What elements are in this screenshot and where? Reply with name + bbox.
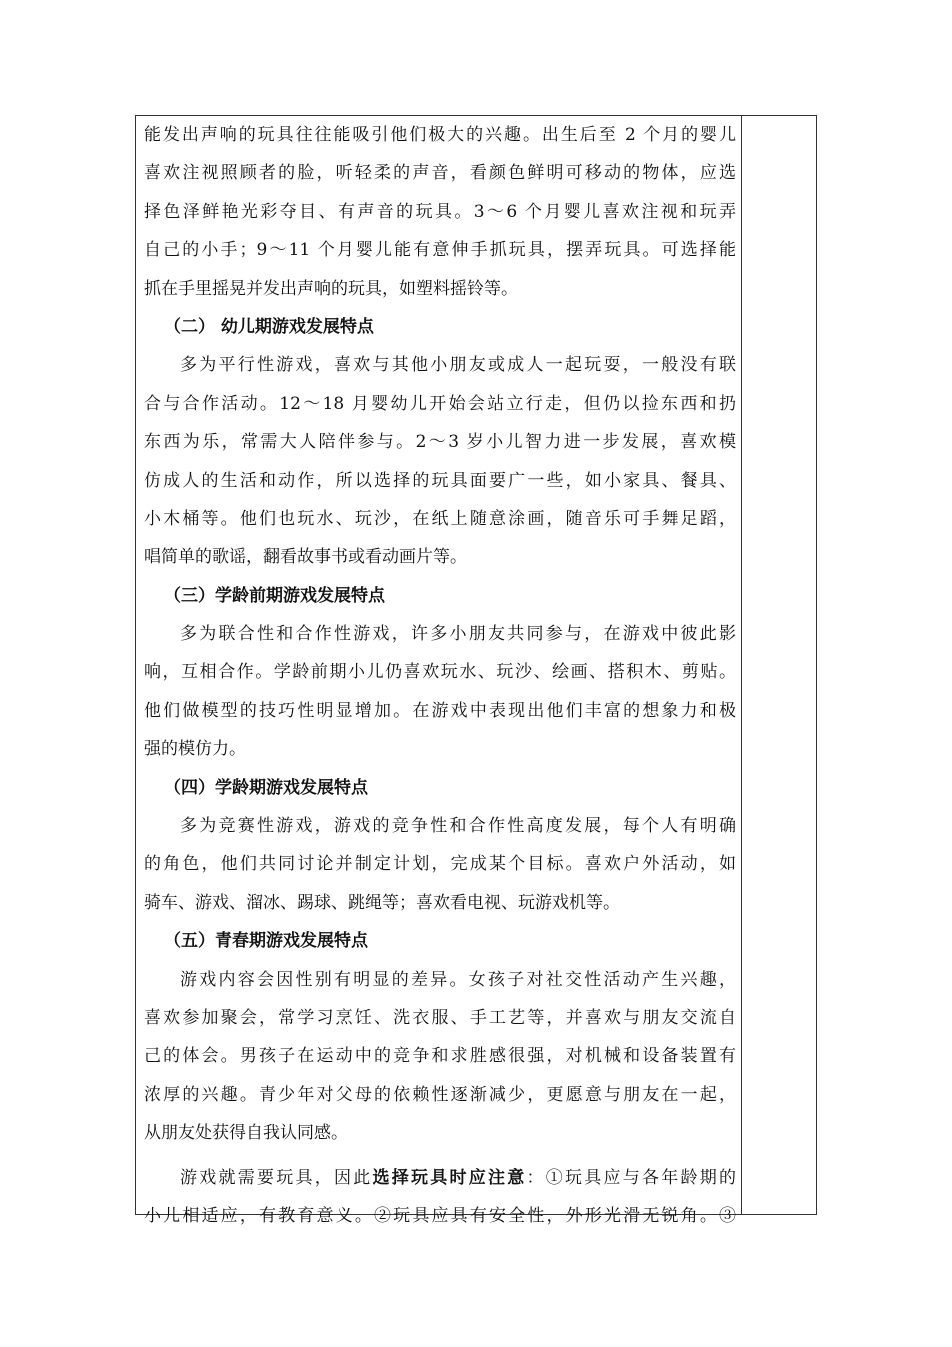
text-line: 唱简单的歌谣，翻看故事书或看动画片等。 [144, 547, 467, 568]
text-line: 能发出声响的玩具往往能吸引他们极大的兴趣。出生后至 2 个月的婴儿 [144, 125, 736, 145]
text-line: 强的模仿力。 [144, 739, 246, 760]
text-line: 合与合作活动。12～18 月婴幼儿开始会站立行走，但仍以捡东西和扔 [144, 393, 736, 414]
heading-adolescence: （五）青春期游戏发展特点 [164, 931, 368, 952]
toy-selection-emphasis: 选择玩具时应注意 [372, 1167, 527, 1188]
text-line: 择色泽鲜艳光彩夺目、有声音的玩具。3～6 个月婴儿喜欢注视和玩弄 [144, 201, 736, 222]
heading-preschool: （三）学龄前期游戏发展特点 [164, 585, 385, 606]
paragraph-infancy [144, 116, 736, 308]
text-line: 他们做模型的技巧性明显增加。在游戏中表现出他们丰富的想象力和极 [144, 700, 736, 721]
toy-selection-intro: 游戏就需要玩具，因此 [180, 1167, 373, 1188]
text-line: 游戏内容会因性别有明显的差异。女孩子对社交性活动产生兴趣， [180, 969, 736, 990]
paragraph-toddler [144, 346, 736, 576]
paragraph-toy-selection [144, 1159, 736, 1236]
heading-school-age: （四）学龄期游戏发展特点 [164, 777, 368, 798]
paragraph-adolescence [144, 961, 736, 1153]
text-line: 东西为乐，常需大人陪伴参与。2～3 岁小儿智力进一步发展，喜欢模 [144, 432, 736, 453]
paragraph-preschool [144, 615, 736, 769]
text-line: 骑车、游戏、溜冰、踢球、跳绳等；喜欢看电视、玩游戏机等。 [144, 892, 620, 913]
toy-selection-rule-1: ：①玩具应与各年龄期的 [526, 1167, 736, 1188]
text-line: 抓在手里摇晃并发出声响的玩具，如塑料摇铃等。 [144, 278, 518, 299]
content-cell [144, 116, 736, 1235]
text-line: 己的体会。男孩子在运动中的竞争和求胜感很强，对机械和设备装置有 [144, 1046, 736, 1067]
text-line: 小儿相适应，有教育意义。②玩具应具有安全性，外形光滑无锐角。③ [144, 1205, 736, 1226]
text-line [144, 1159, 736, 1197]
paragraph-school-age [144, 807, 736, 922]
heading-toddler: （二） 幼儿期游戏发展特点 [164, 316, 374, 337]
text-line: 小木桶等。他们也玩水、玩沙，在纸上随意涂画，随音乐可手舞足蹈， [144, 508, 736, 529]
text-line: 多为竞赛性游戏，游戏的竞争性和合作性高度发展，每个人有明确 [180, 816, 736, 837]
text-line: 喜欢参加聚会，常学习烹饪、洗衣服、手工艺等，并喜欢与朋友交流自 [144, 1007, 736, 1028]
document-table [135, 115, 817, 1226]
text-line: 多为联合性和合作性游戏，许多小朋友共同参与，在游戏中彼此影 [180, 624, 736, 645]
text-line: 多为平行性游戏，喜欢与其他小朋友或成人一起玩耍，一般没有联 [180, 355, 736, 376]
text-line: 仿成人的生活和动作，所以选择的玩具面要广一些，如小家具、餐具、 [144, 470, 736, 491]
text-line: 浓厚的兴趣。青少年对父母的依赖性逐渐减少，更愿意与朋友在一起， [144, 1084, 736, 1105]
text-line: 喜欢注视照顾者的脸，听轻柔的声音，看颜色鲜明可移动的物体，应选 [144, 163, 736, 184]
text-line: 响，互相合作。学龄前期小儿仍喜欢玩水、玩沙、绘画、搭积木、剪贴。 [144, 662, 736, 683]
text-line: 从朋友处获得自我认同感。 [144, 1123, 348, 1144]
column-divider [741, 116, 742, 1214]
text-line: 自己的小手；9～11 个月婴儿能有意伸手抓玩具，摆弄玩具。可选择能 [144, 240, 736, 261]
text-line: 的角色，他们共同讨论并制定计划，完成某个目标。喜欢户外活动，如 [144, 854, 736, 875]
